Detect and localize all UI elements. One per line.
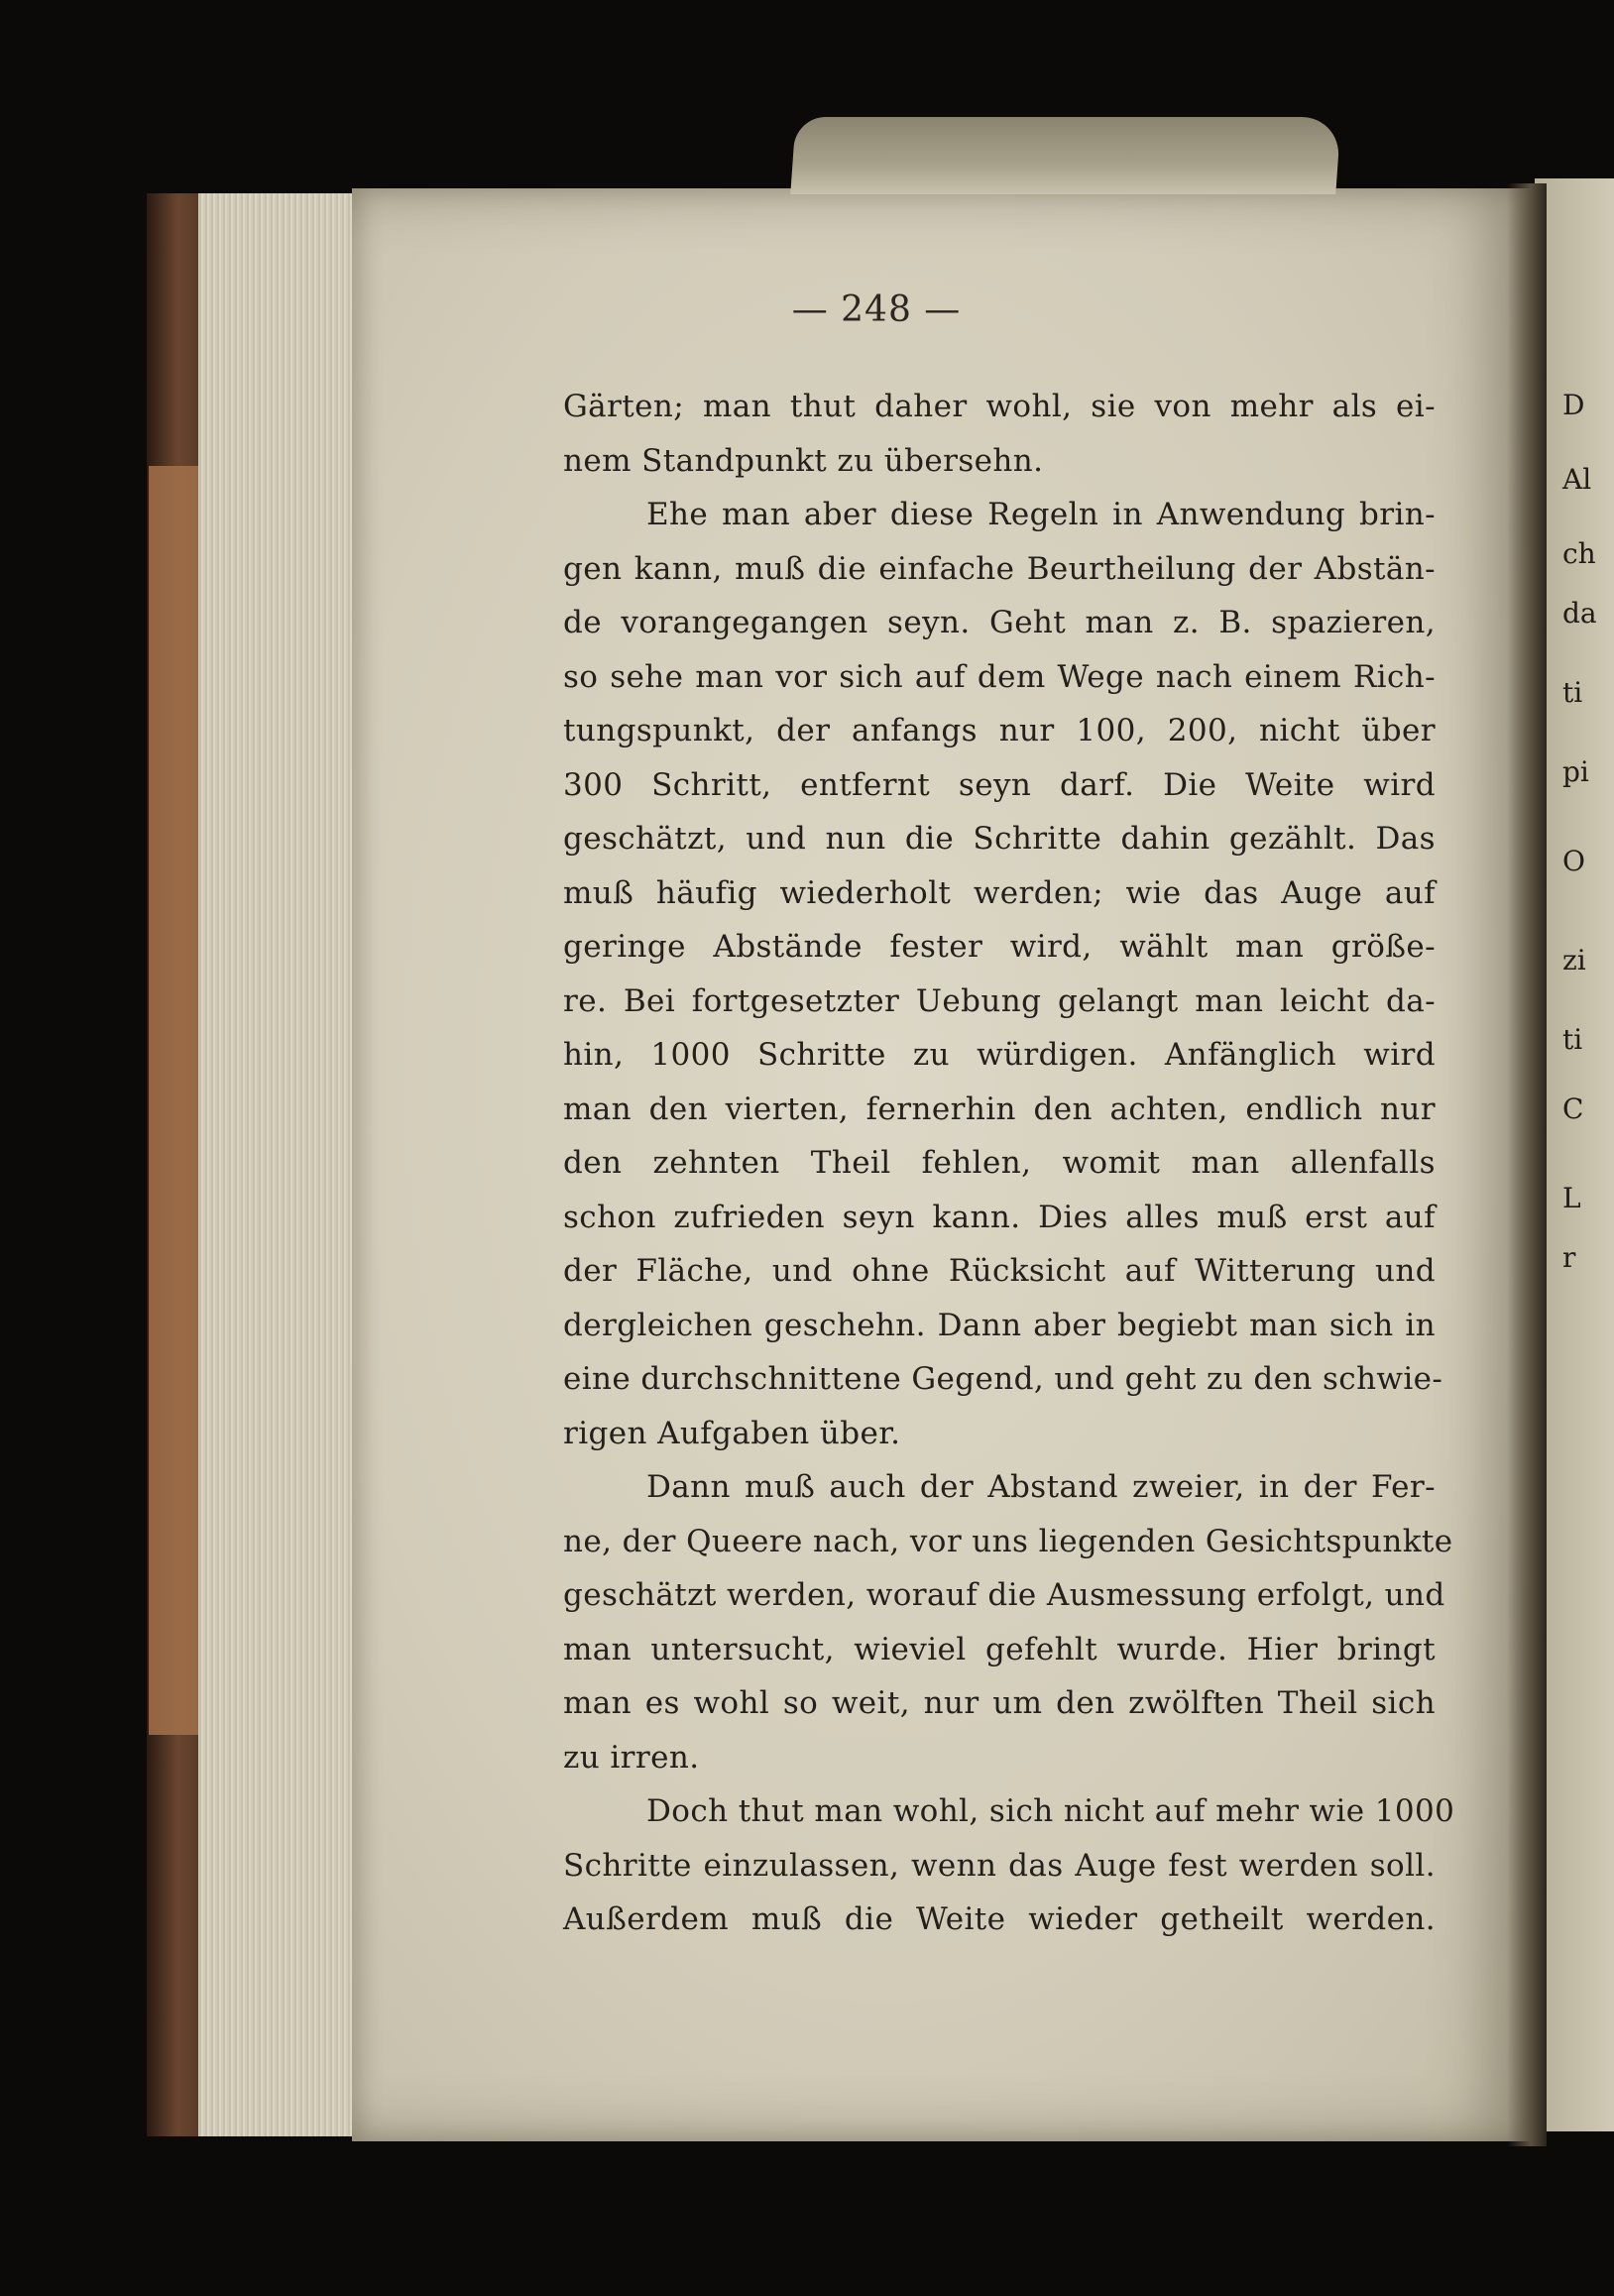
facing-page-fragment: ch — [1562, 537, 1596, 570]
text-line: hin, 1000 Schritte zu würdigen. Anfänglich wird — [563, 1037, 1436, 1073]
facing-page-fragment: D — [1562, 389, 1585, 421]
text-line: nem Standpunkt zu übersehn. — [563, 442, 1044, 479]
page-number: — 248 — — [791, 289, 962, 330]
text-line: Gärten; man thut daher wohl, sie von mehr als ei- — [563, 389, 1436, 424]
text-line: dergleichen geschehn. Dann aber begiebt man sich in — [563, 1307, 1436, 1343]
text-line: geringe Abstände fester wird, wählt man größe- — [563, 929, 1436, 965]
text-line: Schritte einzulassen, wenn das Auge fest werden soll. — [563, 1847, 1436, 1884]
facing-page-fragment: ti — [1562, 676, 1583, 709]
text-line: ne, der Queere nach, vor uns liegenden Gesichtspunkte — [563, 1523, 1453, 1559]
text-line: man den vierten, fernerhin den achten, endlich nur — [563, 1091, 1436, 1127]
text-line: Außerdem muß die Weite wieder getheilt werden. — [563, 1901, 1436, 1937]
text-line: tungspunkt, der anfangs nur 100, 200, nicht über — [563, 713, 1436, 748]
facing-page-fragment: Al — [1562, 463, 1592, 496]
leather-spine — [149, 466, 204, 1735]
facing-page-fragment: L — [1562, 1182, 1581, 1214]
text-line: zu irren. — [563, 1739, 700, 1776]
paper-tab — [790, 117, 1340, 194]
text-line: Ehe man aber diese Regeln in Anwendung brin- — [646, 497, 1436, 532]
facing-page-fragment: ti — [1562, 1023, 1583, 1056]
facing-page-fragment: pi — [1562, 755, 1589, 788]
text-line: geschätzt werden, worauf die Ausmessung erfolgt, und — [563, 1577, 1445, 1613]
book-gutter — [1507, 183, 1547, 2146]
text-line: geschätzt, und nun die Schritte dahin gezählt. Das — [563, 821, 1436, 857]
text-line: schon zufrieden seyn kann. Dies alles muß erst auf — [563, 1199, 1436, 1235]
facing-page-fragment: da — [1562, 597, 1597, 630]
text-line: 300 Schritt, entfernt seyn darf. Die Weite wird — [563, 766, 1436, 803]
facing-page-fragment: r — [1562, 1241, 1576, 1274]
text-line: man es wohl so weit, nur um den zwölften Theil sich — [563, 1685, 1436, 1721]
text-line: re. Bei fortgesetzter Uebung gelangt man leicht da- — [563, 982, 1436, 1019]
text-line: der Fläche, und ohne Rücksicht auf Witterung und — [563, 1253, 1436, 1289]
body-text — [563, 380, 1455, 1947]
text-line: Doch thut man wohl, sich nicht auf mehr wie 1000 — [646, 1793, 1455, 1829]
text-line: den zehnten Theil fehlen, womit man allenfalls — [563, 1145, 1436, 1181]
text-line: so sehe man vor sich auf dem Wege nach einem Rich- — [563, 658, 1436, 695]
facing-page-fragment: C — [1562, 1092, 1584, 1125]
text-line: eine durchschnittene Gegend, und geht zu den schwie- — [563, 1361, 1443, 1397]
facing-page-fragment: O — [1562, 845, 1585, 877]
text-line: de vorangegangen seyn. Geht man z. B. spazieren, — [563, 605, 1436, 640]
facing-page-fragment: zi — [1562, 944, 1586, 976]
text-line: Dann muß auch der Abstand zweier, in der Fer- — [646, 1469, 1436, 1505]
text-line: rigen Aufgaben über. — [563, 1415, 901, 1451]
text-line: man untersucht, wieviel gefehlt wurde. Hier bringt — [563, 1631, 1436, 1667]
text-line: muß häufig wiederholt werden; wie das Auge auf — [563, 874, 1436, 911]
text-line: gen kann, muß die einfache Beurtheilung der Abstän- — [563, 550, 1436, 587]
page-edges — [198, 193, 357, 2136]
